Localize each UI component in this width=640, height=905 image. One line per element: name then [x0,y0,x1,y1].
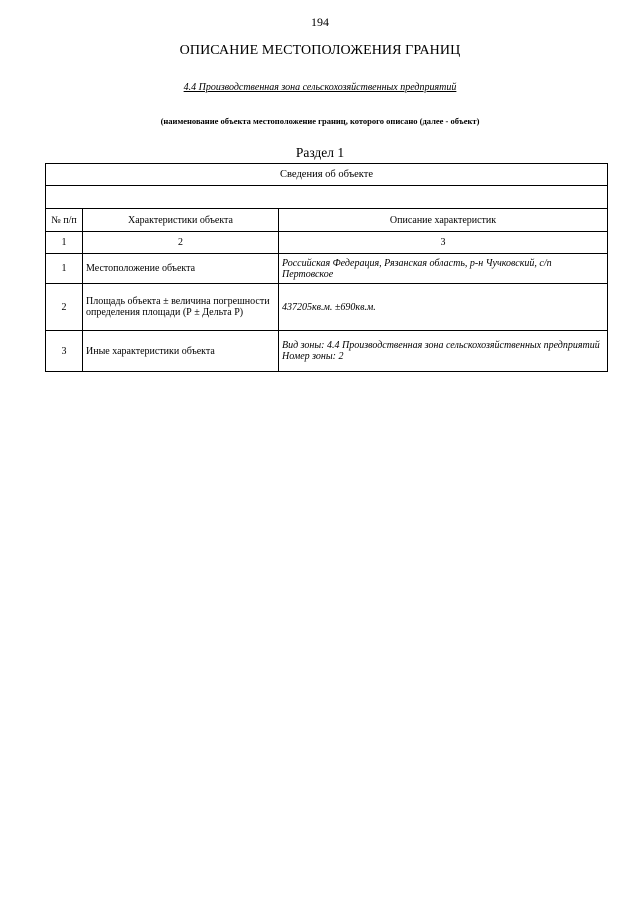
table-empty-row [46,186,608,209]
zone-number-line: Номер зоны: 2 [282,351,344,362]
row-number: 1 [46,254,83,284]
table-column-numbers-row [46,232,608,254]
section-title: Раздел 1 [295,145,345,160]
table-header-row [46,209,608,232]
row-characteristic: Иные характеристики объекта [83,331,279,372]
row-characteristic: Местоположение объекта [83,254,279,284]
table-caption: Сведения об объекте [46,164,608,186]
document-title: ОПИСАНИЕ МЕСТОПОЛОЖЕНИЯ ГРАНИЦ [179,43,461,58]
table-row [46,254,608,284]
object-info-table [45,163,608,372]
header-number: № п/п [46,209,83,232]
table-empty-cell [46,186,608,209]
table-row [46,284,608,331]
header-characteristic: Характеристики объекта [83,209,279,232]
header-description: Описание характеристик [279,209,608,232]
row-description: 437205кв.м. ±690кв.м. [279,284,608,331]
column-number-3: 3 [279,232,608,254]
column-number-1: 1 [46,232,83,254]
row-number: 2 [46,284,83,331]
column-number-2: 2 [83,232,279,254]
table-row [46,331,608,372]
object-name: 4.4 Производственная зона сельскохозяйственных предприятий [183,82,457,93]
row-description [279,331,608,372]
object-name-caption: (наименование объекта местоположение границ, которого описано (далее - объект) [160,116,480,126]
zone-type-line: Вид зоны: 4.4 Производственная зона сельскохозяйственных предприятий [282,340,600,351]
row-characteristic: Площадь объекта ± величина погрешности определения площади (Р ± Дельта Р) [83,284,279,331]
table-caption-row [46,164,608,186]
page-number: 194 [311,15,329,29]
row-description: Российская Федерация, Рязанская область, р-н Чучковский, с/п Пертовское [279,254,608,284]
row-number: 3 [46,331,83,372]
